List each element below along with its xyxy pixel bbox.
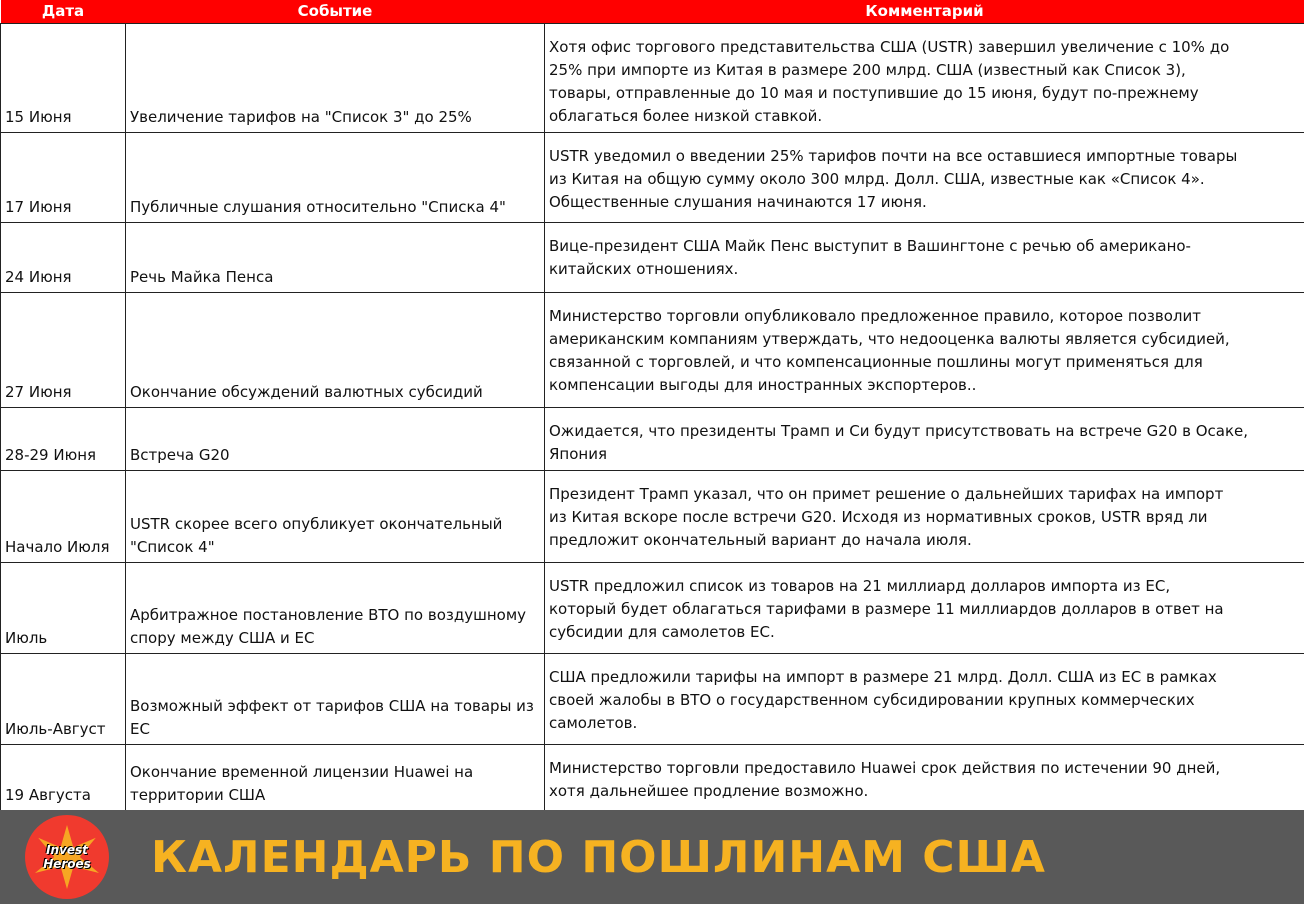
comment-cell: Президент Трамп указал, что он примет решение о дальнейших тарифах на импорт из Китая вскоре после встречи G20. Исходя из нормативных сроков, USTR вряд ли предложит окончательный вариант до начала июля. — [545, 470, 1304, 562]
comment-cell: Министерство торговли опубликовало предложенное правило, которое позволит американским компаниям утверждать, что недооценка валюты является субсидией, связанной с торговлей, и что компенсационные пошлины могут применяться для компенсации выгоды для иностранных экспортеров.. — [545, 292, 1304, 407]
comment-cell: USTR предложил список из товаров на 21 миллиард долларов импорта из ЕС, который будет облагаться тарифами в размере 11 миллиардов долларов в ответ на субсидии для самолетов ЕС. — [545, 562, 1304, 653]
comment-cell: Министерство торговли предоставило Huawei срок действия по истечении 90 дней, хотя дальнейшее продление возможно. — [545, 744, 1304, 810]
event-cell: Увеличение тарифов на "Список 3" до 25% — [126, 23, 545, 132]
header-date: Дата — [1, 0, 126, 23]
footer-banner — [0, 810, 1304, 904]
table-header — [1, 0, 1304, 23]
date-cell: 19 Августа — [1, 744, 126, 810]
date-cell: 15 Июня — [1, 23, 126, 132]
table-row — [1, 470, 1304, 562]
table-row — [1, 292, 1304, 407]
event-cell: Возможный эффект от тарифов США на товары из ЕС — [126, 653, 545, 744]
event-cell: Арбитражное постановление ВТО по воздушному спору между США и ЕС — [126, 562, 545, 653]
comment-cell: Хотя офис торгового представительства США (USTR) завершил увеличение с 10% до 25% при импорте из Китая в размере 200 млрд. США (известный как Список 3), товары, отправленные до 10 мая и поступившие до 15 июня, будут по-прежнему облагаться более низкой ставкой. — [545, 23, 1304, 132]
event-cell: USTR скорее всего опубликует окончательный "Список 4" — [126, 470, 545, 562]
event-cell: Речь Майка Пенса — [126, 222, 545, 292]
table-row — [1, 23, 1304, 132]
date-cell: 27 Июня — [1, 292, 126, 407]
table-row — [1, 407, 1304, 470]
date-cell: Начало Июля — [1, 470, 126, 562]
table-row — [1, 653, 1304, 744]
date-cell: 17 Июня — [1, 132, 126, 222]
invest-heroes-logo: Invest Heroes — [25, 815, 109, 899]
date-cell: Июль-Август — [1, 653, 126, 744]
date-cell: 24 Июня — [1, 222, 126, 292]
date-cell: Июль — [1, 562, 126, 653]
comment-cell: Ожидается, что президенты Трамп и Си будут присутствовать на встрече G20 в Осаке, Япония — [545, 407, 1304, 470]
date-cell: 28-29 Июня — [1, 407, 126, 470]
table-row — [1, 562, 1304, 653]
header-event: Событие — [126, 0, 545, 23]
page-title: КАЛЕНДАРЬ ПО ПОШЛИНАМ США — [151, 831, 1046, 883]
header-comment: Комментарий — [545, 0, 1304, 23]
comment-cell: Вице-президент США Майк Пенс выступит в Вашингтоне с речью об американо- китайских отношениях. — [545, 222, 1304, 292]
comment-cell: США предложили тарифы на импорт в размере 21 млрд. Долл. США из ЕС в рамках своей жалобы в ВТО о государственном субсидировании крупных коммерческих самолетов. — [545, 653, 1304, 744]
table-row — [1, 222, 1304, 292]
table-row — [1, 744, 1304, 810]
event-cell: Встреча G20 — [126, 407, 545, 470]
event-cell: Окончание временной лицензии Huawei на территории США — [126, 744, 545, 810]
table-row — [1, 132, 1304, 222]
event-cell: Публичные слушания относительно "Списка 4" — [126, 132, 545, 222]
event-cell: Окончание обсуждений валютных субсидий — [126, 292, 545, 407]
comment-cell: USTR уведомил о введении 25% тарифов почти на все оставшиеся импортные товары из Китая на общую сумму около 300 млрд. Долл. США, известные как «Список 4». Общественные слушания начинаются 17 июня. — [545, 132, 1304, 222]
